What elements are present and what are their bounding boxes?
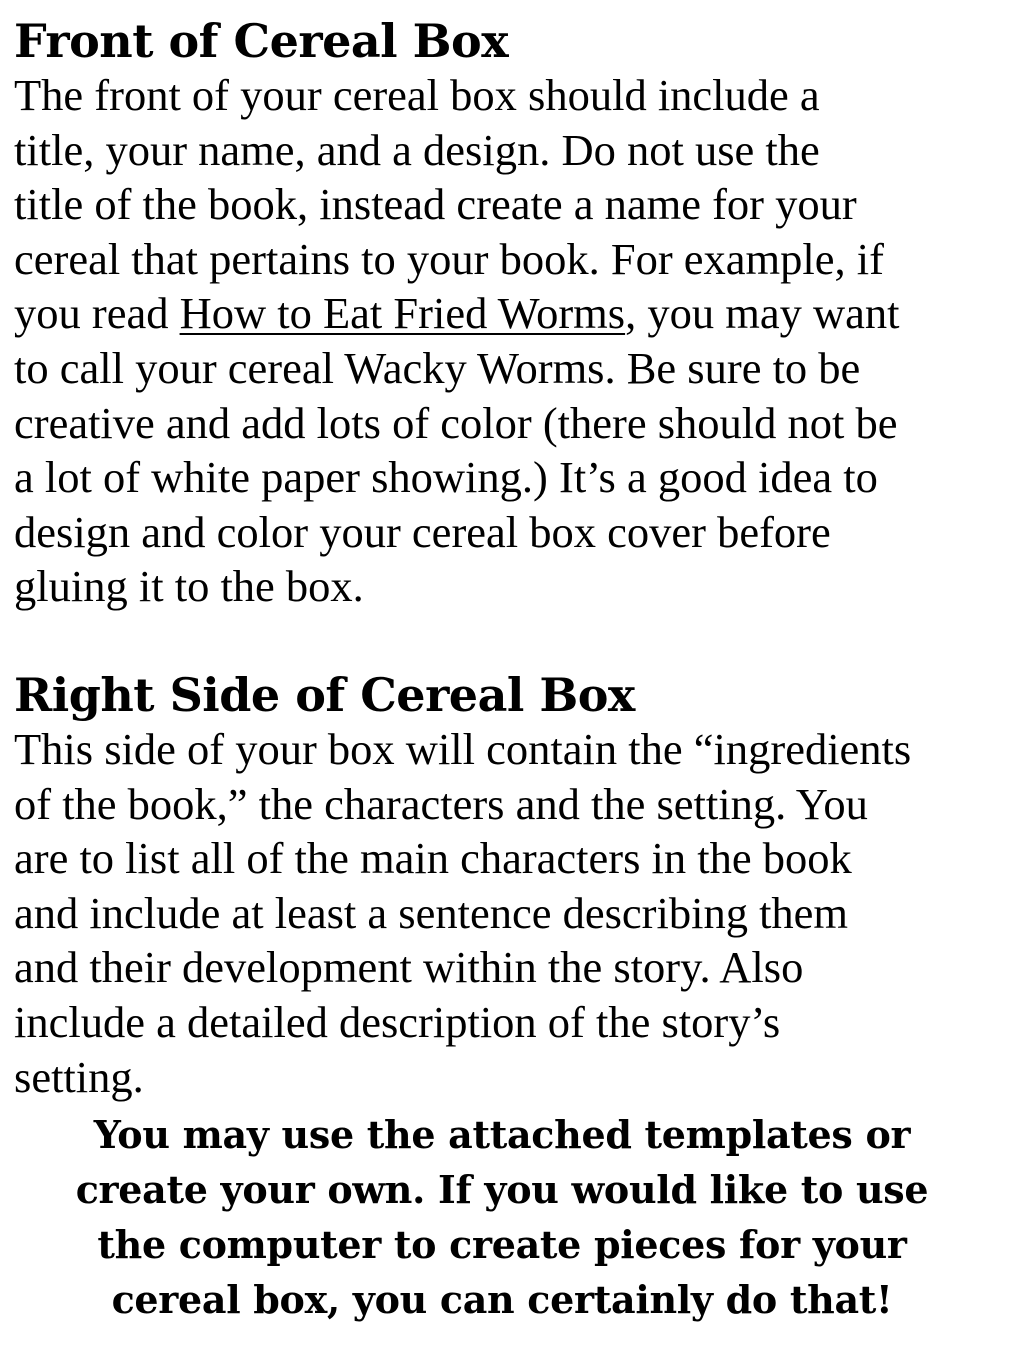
right-side-line-1: This side of your box will contain the “ingredients (14, 723, 912, 774)
right-side-line-2: of the book,” the characters and the setting. You (14, 778, 868, 829)
closing-line-2: create your own. If you would like to use (75, 1167, 929, 1213)
front-section-heading: Front of Cereal Box (14, 14, 509, 68)
closing-note (14, 1107, 990, 1327)
closing-line-1: You may use the attached templates or (93, 1112, 911, 1158)
front-line-8: a lot of white paper showing.) It’s a good idea to (14, 452, 878, 503)
front-line-7: creative and add lots of color (there should not be (14, 397, 898, 448)
front-line-3: title of the book, instead create a name for your (14, 179, 857, 230)
front-line-9: design and color your cereal box cover before (14, 506, 831, 557)
front-line-10: gluing it to the box. (14, 561, 364, 612)
front-line-6: to call your cereal Wacky Worms. Be sure to be (14, 342, 861, 393)
front-line-4: cereal that pertains to your book. For example, if (14, 233, 884, 284)
right-side-section-heading: Right Side of Cereal Box (14, 667, 635, 722)
right-side-line-5: and their development within the story. Also (14, 942, 804, 993)
section-spacer (14, 614, 1014, 668)
closing-line-3: the computer to create pieces for your (97, 1222, 907, 1268)
right-side-line-7: setting. (14, 1051, 144, 1102)
document-page (14, 14, 1014, 1327)
right-side-section-paragraph (14, 722, 1014, 1104)
closing-line-4: cereal box, you can certainly do that! (111, 1277, 893, 1323)
front-line-1: The front of your cereal box should include a (14, 70, 820, 120)
front-line-5-end: , you may want (625, 288, 900, 339)
front-line-5 (14, 286, 1014, 341)
right-side-line-4: and include at least a sentence describing them (14, 887, 849, 938)
right-side-line-3: are to list all of the main characters in the book (14, 833, 852, 884)
book-title-underlined: How to Eat Fried Worms (179, 288, 626, 339)
right-side-line-6: include a detailed description of the story’s (14, 996, 781, 1047)
front-line-2: title, your name, and a design. Do not use the (14, 124, 820, 175)
front-section-paragraph (14, 68, 1014, 614)
front-line-5-start: you read (14, 288, 180, 339)
